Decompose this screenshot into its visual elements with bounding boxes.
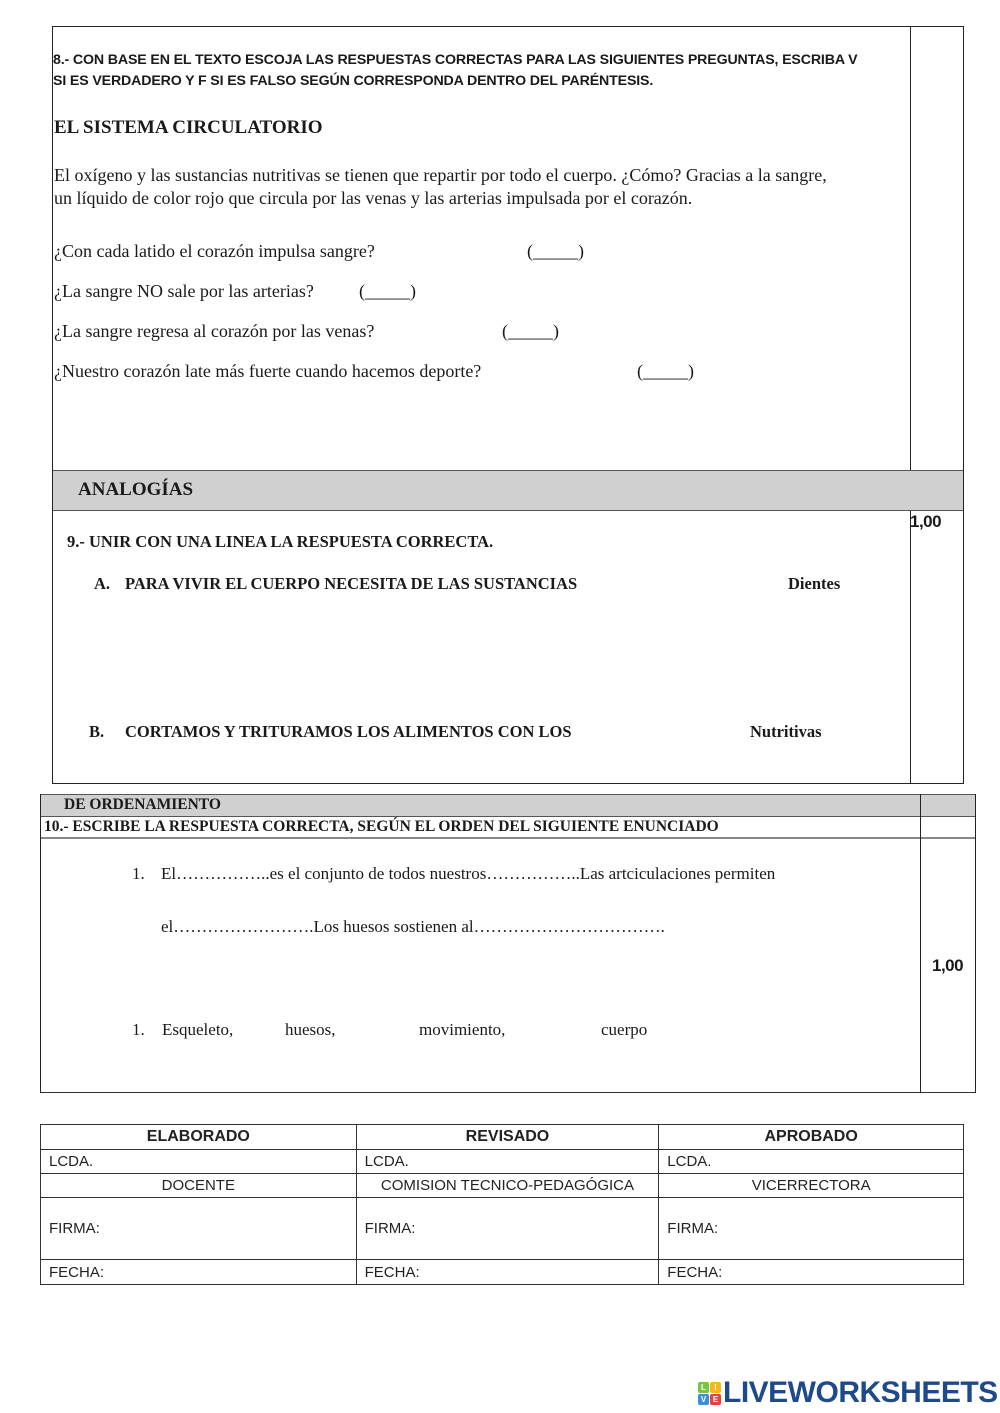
q8-instruction: 8.- CON BASE EN EL TEXTO ESCOJA LAS RESPUESTAS CORRECTAS PARA LAS SIGUIENTES PREGUNTAS, ESCRIBA V SI ES VERDADERO Y F SI ES FALSO SEGÚN CORRESPONDA DENTRO DEL PARÉNTESIS. — [53, 52, 858, 89]
firma-cell: FIRMA: — [356, 1198, 659, 1260]
liveworksheets-logo — [698, 1377, 998, 1409]
tf-answer-4[interactable]: (_____) — [637, 361, 694, 381]
live-tiles-icon — [698, 1382, 721, 1405]
firma-cell: FIRMA: — [41, 1198, 357, 1260]
tf-answer-2[interactable]: (_____) — [359, 281, 416, 301]
ordering-header: DE ORDENAMIENTO — [64, 796, 221, 813]
title-cell: LCDA. — [356, 1150, 659, 1174]
q10-sentence-number: 1. — [132, 864, 145, 883]
role-vicerrectora: VICERRECTORA — [659, 1174, 964, 1198]
role-docente: DOCENTE — [41, 1174, 357, 1198]
logo-tile: V — [698, 1394, 709, 1405]
q9-match-dientes[interactable]: Dientes — [788, 574, 841, 593]
q10-instruction: 10.- ESCRIBE LA RESPUESTA CORRECTA, SEGÚN EL ORDEN DEL SIGUIENTE ENUNCIADO — [44, 818, 719, 835]
q9-score: 1,00 — [910, 512, 942, 531]
fecha-cell: FECHA: — [41, 1260, 357, 1285]
firma-cell: FIRMA: — [659, 1198, 964, 1260]
analogias-title: ANALOGÍAS — [78, 479, 194, 500]
logo-tile: L — [698, 1382, 709, 1393]
q10-score: 1,00 — [932, 956, 964, 975]
signature-title-row — [41, 1150, 964, 1174]
reading-title: EL SISTEMA CIRCULATORIO — [54, 117, 323, 138]
header-elaborado: ELABORADO — [41, 1125, 357, 1150]
signature-fecha-row — [41, 1260, 964, 1285]
word-bank-item: huesos, — [285, 1020, 336, 1039]
signature-header-row — [41, 1125, 964, 1150]
score-column-divider — [920, 794, 921, 1092]
q9-instruction: 9.- UNIR CON UNA LINEA LA RESPUESTA CORRECTA. — [67, 532, 494, 551]
q9-match-nutritivas[interactable]: Nutritivas — [750, 722, 822, 741]
header-aprobado: APROBADO — [659, 1125, 964, 1150]
fecha-cell: FECHA: — [659, 1260, 964, 1285]
questions-box — [52, 26, 964, 784]
q10-sentence-line1[interactable]: El……………..es el conjunto de todos nuestros……………..Las artciculaciones permiten — [161, 864, 776, 883]
signature-role-row — [41, 1174, 964, 1198]
q10-words-number: 1. — [132, 1020, 145, 1039]
tf-answer-3[interactable]: (_____) — [502, 321, 559, 341]
logo-tile: I — [710, 1382, 721, 1393]
tf-question-2: ¿La sangre NO sale por las arterias? — [54, 281, 314, 301]
logo-text: LIVEWORKSHEETS — [723, 1376, 998, 1409]
title-cell: LCDA. — [41, 1150, 357, 1174]
logo-tile: E — [710, 1394, 721, 1405]
score-column-divider — [910, 27, 911, 783]
q9-item-b-label: B. — [89, 722, 105, 741]
reading-paragraph: El oxígeno y las sustancias nutritivas se tienen que repartir por todo el cuerpo. ¿Cómo? Gracias a la sangre, un líquido de color rojo que circula por las venas y las arterias impulsada por el corazón. — [54, 165, 827, 208]
tf-question-3: ¿La sangre regresa al corazón por las venas? — [54, 321, 375, 341]
word-bank-item: cuerpo — [601, 1020, 648, 1039]
signature-firma-row — [41, 1198, 964, 1260]
q9-item-b-text[interactable]: CORTAMOS Y TRITURAMOS LOS ALIMENTOS CON LOS — [125, 722, 572, 741]
tf-answer-1[interactable]: (_____) — [527, 241, 584, 261]
ordering-box — [40, 794, 976, 1093]
title-cell: LCDA. — [659, 1150, 964, 1174]
tf-question-4: ¿Nuestro corazón late más fuerte cuando hacemos deporte? — [54, 361, 482, 381]
role-comision: COMISION TECNICO-PEDAGÓGICA — [356, 1174, 659, 1198]
q10-sentence-line2[interactable]: el…………………….Los huesos sostienen al……………………………. — [161, 917, 665, 936]
signature-table — [40, 1124, 964, 1285]
q9-item-a-label: A. — [94, 574, 111, 593]
tf-question-1: ¿Con cada latido el corazón impulsa sangre? — [54, 241, 375, 261]
q9-item-a-text[interactable]: PARA VIVIR EL CUERPO NECESITA DE LAS SUSTANCIAS — [125, 574, 578, 593]
fecha-cell: FECHA: — [356, 1260, 659, 1285]
word-bank-item: movimiento, — [419, 1020, 506, 1039]
word-bank-item: Esqueleto, — [162, 1020, 234, 1039]
header-revisado: REVISADO — [356, 1125, 659, 1150]
